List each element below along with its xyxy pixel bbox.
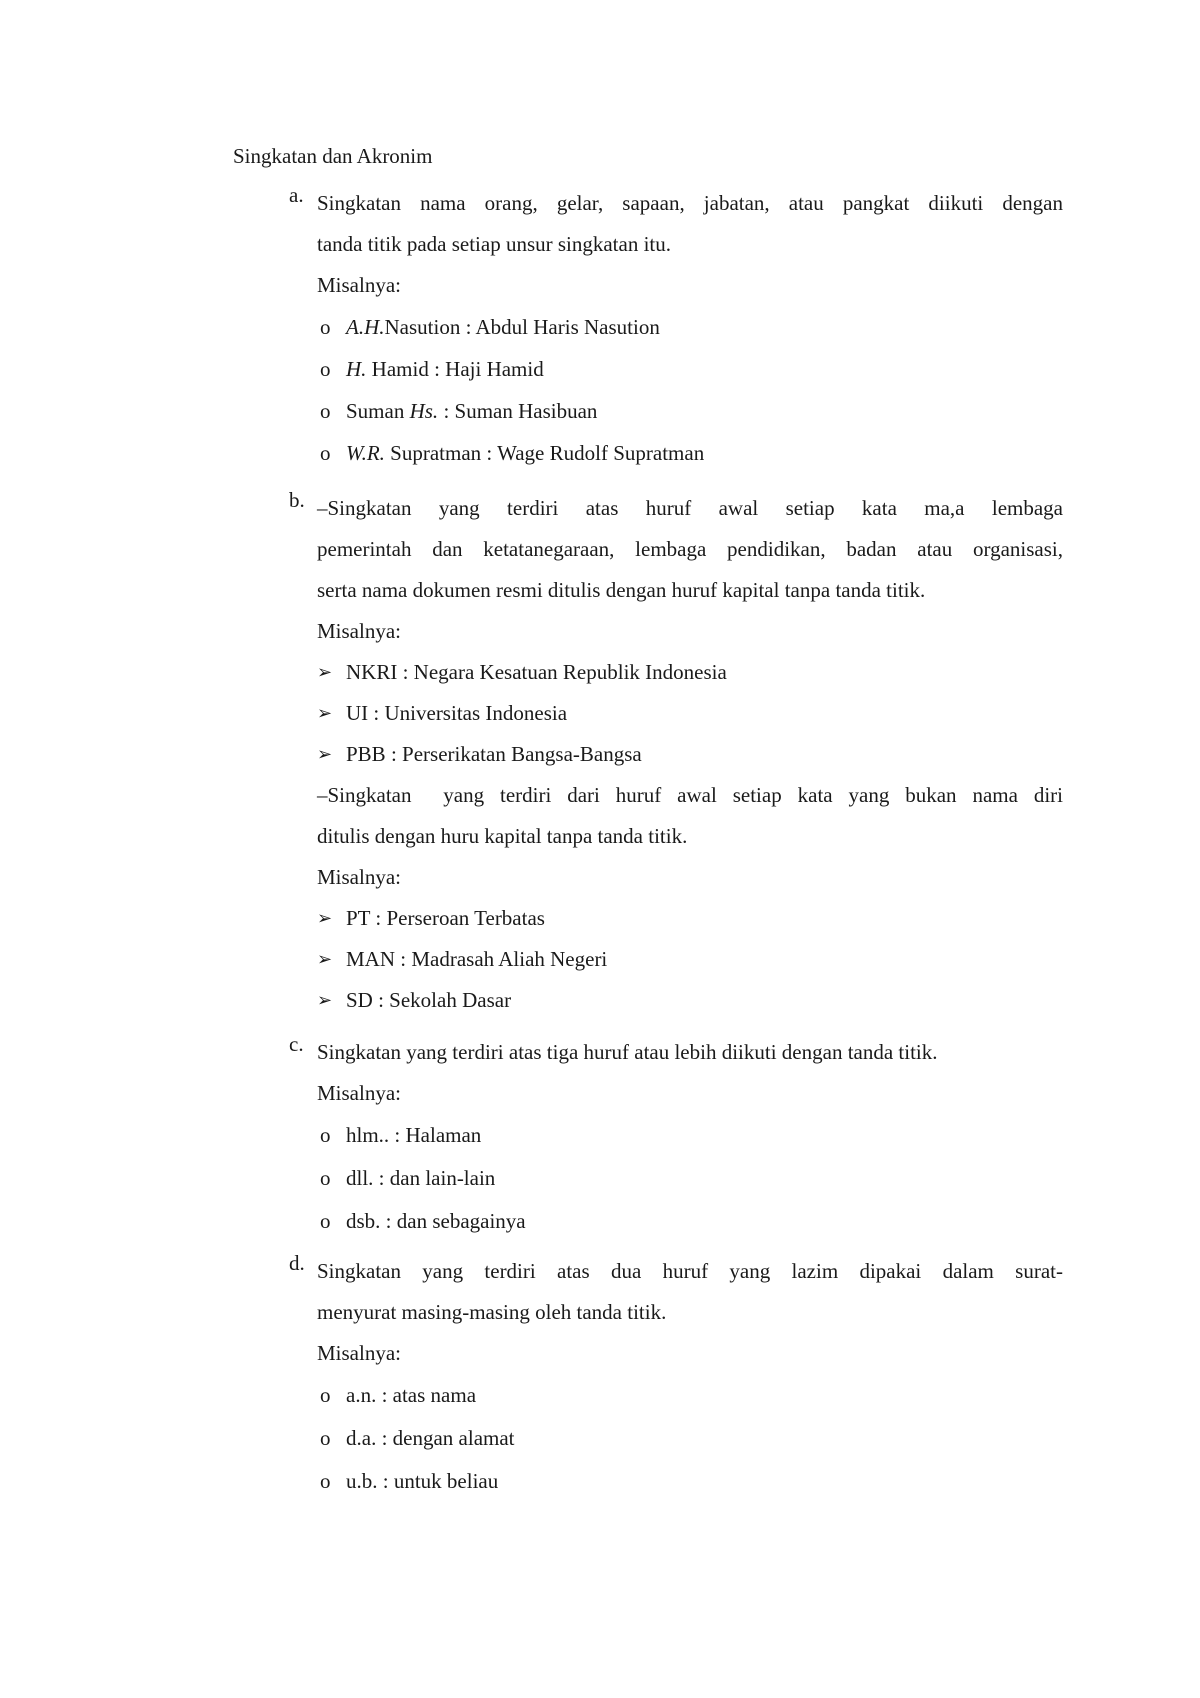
section-a <box>290 183 1063 474</box>
list-item-text: u.b. : untuk beliau <box>346 1469 499 1493</box>
section-letter: d. <box>289 1251 305 1275</box>
list-item-text: Suman <box>346 399 410 423</box>
arrow-bullet-icon: ➢ <box>317 949 333 969</box>
circle-bullet-icon: o <box>320 1469 331 1493</box>
list-item-text: hlm.. : Halaman <box>346 1123 482 1147</box>
abbreviation: Hs. <box>409 399 439 423</box>
abbreviation: H. <box>346 357 367 381</box>
circle-bullet-icon: o <box>320 441 331 465</box>
list-item <box>290 693 1063 734</box>
paragraph-line: tanda titik pada setiap unsur singkatan itu. <box>317 232 672 256</box>
paragraph-line: Singkatan nama orang, gelar, sapaan, jabatan, atau pangkat diikuti dengan <box>317 191 1063 215</box>
section-letter: c. <box>289 1032 304 1056</box>
list-item-text: d.a. : dengan alamat <box>346 1426 515 1450</box>
list-item <box>290 1200 1063 1243</box>
arrow-bullet-icon: ➢ <box>317 703 333 723</box>
section-d <box>290 1251 1063 1503</box>
paragraph-line: –Singkatan yang terdiri atas huruf awal setiap kata ma,a lembaga <box>317 496 1063 520</box>
list-item-text: PT : Perseroan Terbatas <box>346 906 545 930</box>
list-item-text: dll. : dan lain-lain <box>346 1166 496 1190</box>
list-item-text: UI : Universitas Indonesia <box>346 701 568 725</box>
abbreviation: W.R. <box>346 441 385 465</box>
list-item <box>290 734 1063 775</box>
misalnya-label: Misalnya: <box>317 273 401 297</box>
circle-bullet-icon: o <box>320 357 331 381</box>
list-item <box>290 390 1063 432</box>
section-b <box>290 488 1063 1021</box>
list-item-text: Supratman : Wage Rudolf Supratman <box>384 441 705 465</box>
misalnya-label: Misalnya: <box>317 865 401 889</box>
section-letter: a. <box>289 183 304 207</box>
circle-bullet-icon: o <box>320 1426 331 1450</box>
list-item-text: MAN : Madrasah Aliah Negeri <box>346 947 608 971</box>
misalnya-label: Misalnya: <box>317 1081 401 1105</box>
page-title: Singkatan dan Akronim <box>233 144 433 168</box>
list-item <box>290 1374 1063 1417</box>
list-item <box>290 1114 1063 1157</box>
paragraph-line: –Singkatan yang terdiri dari huruf awal setiap kata yang bukan nama diri <box>317 783 1063 807</box>
circle-bullet-icon: o <box>320 1166 331 1190</box>
list-item <box>290 306 1063 348</box>
paragraph-line: ditulis dengan huru kapital tanpa tanda titik. <box>317 824 688 848</box>
paragraph-line: menyurat masing-masing oleh tanda titik. <box>317 1300 667 1324</box>
paragraph-line: pemerintah dan ketatanegaraan, lembaga pendidikan, badan atau organisasi, <box>317 537 1063 561</box>
list-item-text: Hamid : Haji Hamid <box>366 357 544 381</box>
list-item <box>290 1460 1063 1503</box>
section-letter: b. <box>289 488 305 512</box>
circle-bullet-icon: o <box>320 315 331 339</box>
list-item-text: Nasution : Abdul Haris Nasution <box>384 315 660 339</box>
paragraph-line: Singkatan yang terdiri atas tiga huruf atau lebih diikuti dengan tanda titik. <box>317 1040 938 1064</box>
list-item <box>290 432 1063 474</box>
arrow-bullet-icon: ➢ <box>317 990 333 1010</box>
list-item-text: : Suman Hasibuan <box>438 399 598 423</box>
abbreviation: A.H. <box>346 315 385 339</box>
misalnya-label: Misalnya: <box>317 619 401 643</box>
list-item-text: PBB : Perserikatan Bangsa-Bangsa <box>346 742 642 766</box>
circle-bullet-icon: o <box>320 399 331 423</box>
paragraph-line: serta nama dokumen resmi ditulis dengan huruf kapital tanpa tanda titik. <box>317 578 926 602</box>
circle-bullet-icon: o <box>320 1383 331 1407</box>
circle-bullet-icon: o <box>320 1123 331 1147</box>
list-item <box>290 1417 1063 1460</box>
list-item <box>290 898 1063 939</box>
arrow-bullet-icon: ➢ <box>317 662 333 682</box>
list-item-text: dsb. : dan sebagainya <box>346 1209 526 1233</box>
list-item-text: NKRI : Negara Kesatuan Republik Indonesia <box>346 660 727 684</box>
arrow-bullet-icon: ➢ <box>317 744 333 764</box>
paragraph-line: Singkatan yang terdiri atas dua huruf yang lazim dipakai dalam surat- <box>317 1259 1063 1283</box>
list-item <box>290 652 1063 693</box>
list-item-text: SD : Sekolah Dasar <box>346 988 512 1012</box>
circle-bullet-icon: o <box>320 1209 331 1233</box>
arrow-bullet-icon: ➢ <box>317 908 333 928</box>
list-item <box>290 980 1063 1021</box>
list-item <box>290 939 1063 980</box>
misalnya-label: Misalnya: <box>317 1341 401 1365</box>
list-item <box>290 1157 1063 1200</box>
list-item <box>290 348 1063 390</box>
list-item-text: a.n. : atas nama <box>346 1383 477 1407</box>
section-c <box>290 1032 1063 1243</box>
